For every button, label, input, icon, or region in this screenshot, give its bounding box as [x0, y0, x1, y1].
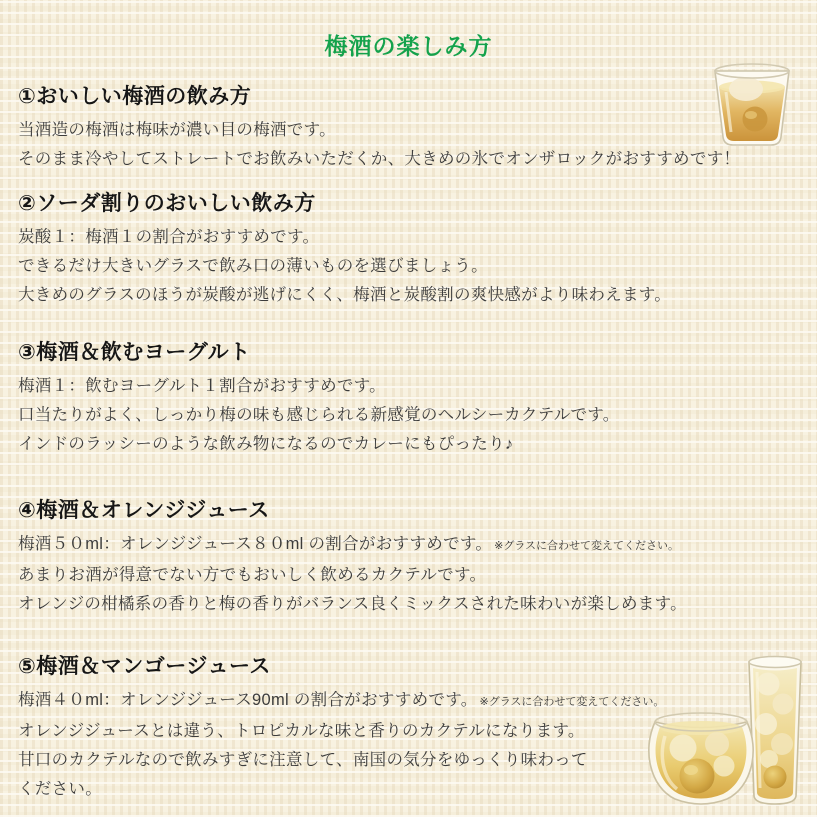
section-line: オレンジの柑橘系の香りと梅の香りがバランス良くミックスされた味わいが楽しめます。	[18, 595, 687, 613]
rocks-glass-icon	[702, 56, 802, 152]
umeshu-glasses-illustration	[623, 646, 813, 817]
section-heading: ①おいしい梅酒の飲み方	[18, 85, 252, 108]
umeshu-rocks-glass-illustration	[702, 56, 802, 152]
section-line: 甘口のカクテルなので飲みすぎに注意して、南国の気分をゆっくり味わって	[18, 751, 588, 769]
section-line: 梅酒１：飲むヨーグルト１割合がおすすめです。	[18, 377, 386, 395]
section-line: 口当たりがよく、しっかり梅の味も感じられる新感覚のヘルシーカクテルです。	[18, 406, 620, 424]
section-lead-line	[18, 530, 808, 561]
section-lead-line	[18, 686, 665, 717]
section-orange-juice	[18, 498, 808, 619]
tall-glass	[749, 657, 801, 805]
section-straight	[18, 84, 808, 174]
section-line: そのまま冷やしてストレートでお飲みいただくか、大きめの氷でオンザロックがおすすめです！	[18, 150, 741, 168]
section-line: できるだけ大きいグラスで飲み口の薄いものを選びましょう。	[18, 257, 488, 275]
section-mango-juice	[18, 654, 665, 804]
round-and-tall-glass-icon	[623, 646, 813, 817]
section-heading: ③梅酒＆飲むヨーグルト	[18, 341, 251, 364]
round-glass	[649, 713, 753, 804]
section-heading: ④梅酒＆オレンジジュース	[18, 499, 270, 522]
section-heading: ⑤梅酒＆マンゴージュース	[18, 655, 271, 678]
section-line: ください。	[18, 780, 102, 798]
section-line: 炭酸１：梅酒１の割合がおすすめです。	[18, 228, 320, 246]
section-line: あまりお酒が得意でない方でもおいしく飲めるカクテルです。	[18, 566, 487, 584]
section-line: インドのラッシーのような飲み物になるのでカレーにもぴったり♪	[18, 435, 514, 453]
glass-size-note: ※グラスに合わせて変えてください。	[479, 696, 665, 708]
section-line: 当酒造の梅酒は梅味が濃い目の梅酒です。	[18, 121, 336, 139]
section-line: オレンジジュースとは違う、トロピカルな味と香りのカクテルになります。	[18, 722, 585, 740]
ratio-text: 梅酒４０ml：オレンジジュース90ml の割合がおすすめです。	[18, 691, 478, 709]
section-yogurt	[18, 340, 808, 459]
section-line: 大きめのグラスのほうが炭酸が逃げにくく、梅酒と炭酸割の爽快感がより味わえます。	[18, 286, 672, 304]
section-soda	[18, 191, 808, 310]
ratio-text: 梅酒５０ml：オレンジジュース８０ml の割合がおすすめです。	[18, 535, 493, 553]
glass-size-note: ※グラスに合わせて変えてください。	[494, 540, 680, 552]
section-heading: ②ソーダ割りのおいしい飲み方	[18, 192, 316, 215]
page-title: 梅酒の楽しみ方	[324, 33, 493, 59]
